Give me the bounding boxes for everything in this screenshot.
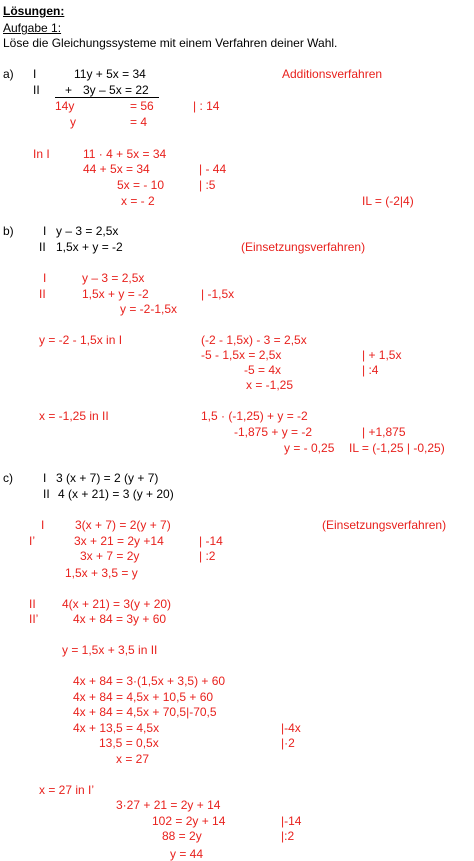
page-title: Lösungen: xyxy=(3,4,65,18)
substitution-note: x = -1,25 in II xyxy=(39,409,109,423)
operation: | - 44 xyxy=(199,162,227,176)
step: 4x + 13,5 = 4,5x xyxy=(73,721,160,735)
step: = 56 xyxy=(130,99,154,113)
step: y = - 0,25 xyxy=(284,441,335,455)
step: 88 = 2y xyxy=(162,829,202,843)
equation-label: II xyxy=(29,597,36,611)
equation: 1,5x + y = -2 xyxy=(56,240,123,254)
step: 3(x + 7) = 2(y + 7) xyxy=(75,518,171,532)
step: -5 = 4x xyxy=(244,363,282,377)
step: 4x + 84 = 3y + 60 xyxy=(73,612,167,626)
substitution-note: y = -2 - 1,5x in I xyxy=(39,333,123,347)
step: 1,5x + y = -2 xyxy=(82,287,149,301)
step: x = - 2 xyxy=(121,194,155,208)
step: y = 44 xyxy=(170,847,204,861)
operation: | -1,5x xyxy=(201,287,235,301)
step: 44 + 5x = 34 xyxy=(83,162,150,176)
operation: |·2 xyxy=(281,736,295,750)
step: 102 = 2y + 14 xyxy=(152,814,226,828)
equation-label: I xyxy=(43,224,47,238)
operation: | + 1,5x xyxy=(362,348,402,362)
part-b-label: b) xyxy=(3,224,14,238)
step: 3x + 21 = 2y +14 xyxy=(74,534,164,548)
operation: | -14 xyxy=(199,534,223,548)
step: 4x + 84 = 4,5x + 70,5|-70,5 xyxy=(73,705,217,719)
operation: |:2 xyxy=(281,829,295,843)
operation: |-4x xyxy=(281,721,301,735)
equation-label: II xyxy=(39,287,46,301)
step: 3x + 7 = 2y xyxy=(80,549,140,563)
equation-label: II’ xyxy=(29,612,39,626)
equation-label: II xyxy=(33,83,40,97)
step: = 4 xyxy=(130,115,148,129)
substitution-note: y = 1,5x + 3,5 in II xyxy=(62,643,158,657)
operation: |-14 xyxy=(281,814,302,828)
equation: 4 (x + 21) = 3 (y + 20) xyxy=(58,487,174,501)
instruction: Löse die Gleichungssysteme mit einem Verfahren deiner Wahl. xyxy=(3,36,338,50)
step: -1,875 + y = -2 xyxy=(234,425,313,439)
step: y xyxy=(70,115,76,129)
step: y = -2-1,5x xyxy=(120,302,178,316)
step: 11 · 4 + 5x = 34 xyxy=(83,147,167,161)
solution-set: IL = (-2|4) xyxy=(362,194,414,208)
step: -5 - 1,5x = 2,5x xyxy=(201,348,282,362)
operation: | :2 xyxy=(199,549,216,563)
sum-line xyxy=(55,97,159,98)
equation-label: I’ xyxy=(29,534,35,548)
equation: 3 (x + 7) = 2 (y + 7) xyxy=(56,471,159,485)
solution-set: IL = (-1,25 | -0,25) xyxy=(349,441,445,455)
task-title: Aufgabe 1: xyxy=(3,21,62,35)
method-label: (Einsetzungsverfahren) xyxy=(241,240,366,254)
plus-sign: + xyxy=(65,83,73,97)
step-label: In I xyxy=(33,147,50,161)
step: 4x + 84 = 3·(1,5x + 3,5) + 60 xyxy=(73,674,226,688)
part-a-label: a) xyxy=(3,67,14,81)
part-c-label: c) xyxy=(3,471,13,485)
operation: | : 14 xyxy=(193,99,220,113)
step: 1,5x + 3,5 = y xyxy=(65,566,138,580)
equation: y – 3 = 2,5x xyxy=(56,224,119,238)
step: x = -1,25 xyxy=(246,378,294,392)
operation: | +1,875 xyxy=(362,425,406,439)
step: 4x + 84 = 4,5x + 10,5 + 60 xyxy=(73,690,214,704)
equation-label: I xyxy=(41,518,45,532)
equation: 11y + 5x = 34 xyxy=(74,67,146,81)
equation-label: I xyxy=(33,67,37,81)
step: (-2 - 1,5x) - 3 = 2,5x xyxy=(201,333,307,347)
method-label: (Einsetzungsverfahren) xyxy=(322,518,447,532)
equation: 3y – 5x = 22 xyxy=(83,83,149,97)
step: x = 27 xyxy=(116,752,150,766)
equation-label: I xyxy=(43,271,47,285)
operation: | :5 xyxy=(199,178,216,192)
step: 5x = - 10 xyxy=(117,178,165,192)
equation-label: I xyxy=(43,471,47,485)
step: 4(x + 21) = 3(y + 20) xyxy=(62,597,172,611)
equation-label: II xyxy=(43,487,50,501)
substitution-note: x = 27 in I’ xyxy=(39,783,95,797)
step: 14y xyxy=(55,99,75,113)
step: 13,5 = 0,5x xyxy=(99,736,159,750)
operation: | :4 xyxy=(362,363,379,377)
step: y – 3 = 2,5x xyxy=(82,271,145,285)
equation-label: II xyxy=(39,240,46,254)
method-label: Additionsverfahren xyxy=(282,67,383,81)
step: 3·27 + 21 = 2y + 14 xyxy=(116,798,221,812)
step: 1,5 · (-1,25) + y = -2 xyxy=(201,409,308,423)
